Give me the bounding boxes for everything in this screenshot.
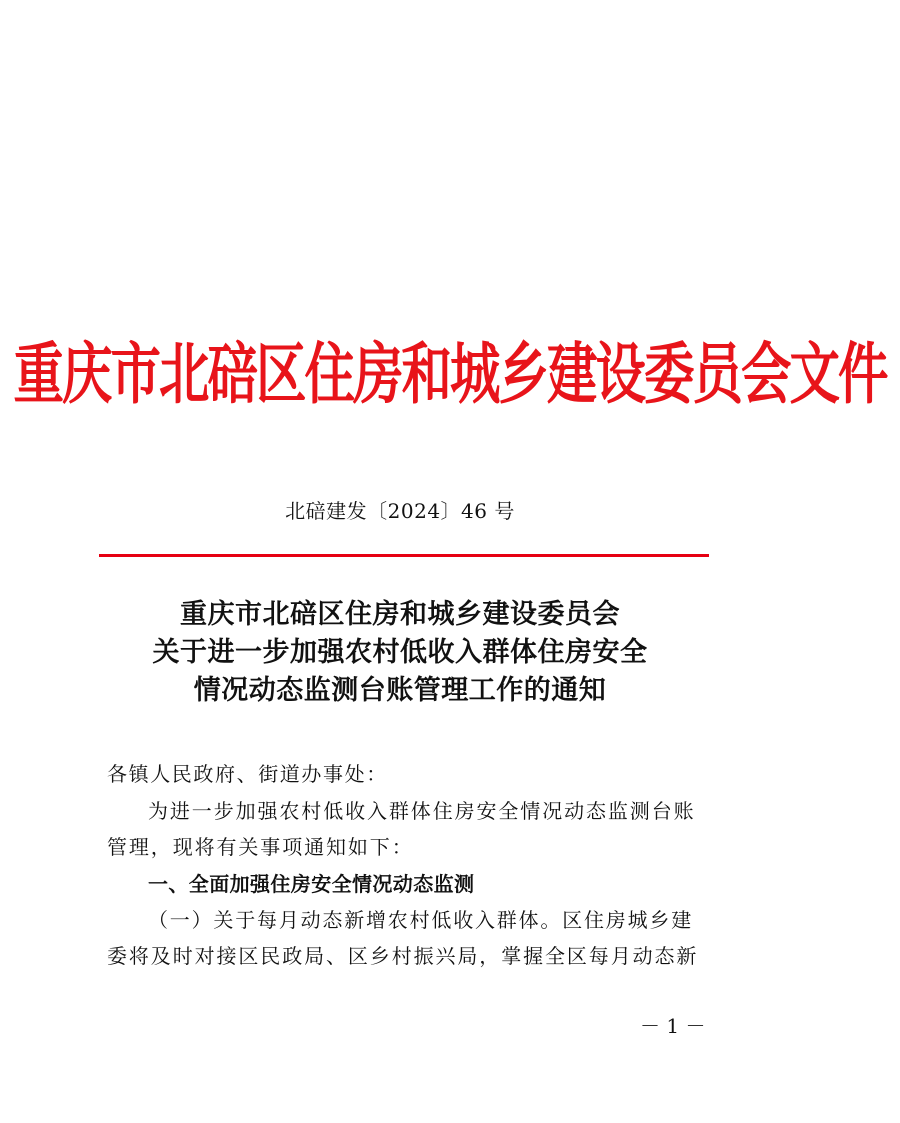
title-line-2: 关于进一步加强农村低收入群体住房安全 [152, 637, 648, 668]
intro-line-1: 为进一步加强农村低收入群体住房安全情况动态监测台账 [148, 799, 696, 823]
section-heading-1: 一、全面加强住房安全情况动态监测 [148, 872, 475, 896]
document-title [0, 596, 800, 710]
red-divider-line [99, 554, 709, 557]
document-number: 北碚建发〔2024〕46 号 [285, 499, 515, 523]
page-number: － 1 － [640, 1014, 706, 1038]
title-line-3: 情况动态监测台账管理工作的通知 [193, 675, 607, 706]
paragraph-1-line-1: （一）关于每月动态新增农村低收入群体。区住房城乡建 [148, 908, 693, 932]
intro-line-2: 管理，现将有关事项通知如下： [107, 835, 414, 859]
title-line-1: 重庆市北碚区住房和城乡建设委员会 [180, 599, 620, 630]
masthead [0, 330, 887, 420]
salutation: 各镇人民政府、街道办事处： [107, 762, 388, 786]
masthead-text: 重庆市北碚区住房和城乡建设委员会文件 [13, 336, 887, 414]
paragraph-1-line-2: 委将及时对接区民政局、区乡村振兴局，掌握全区每月动态新 [107, 944, 699, 968]
